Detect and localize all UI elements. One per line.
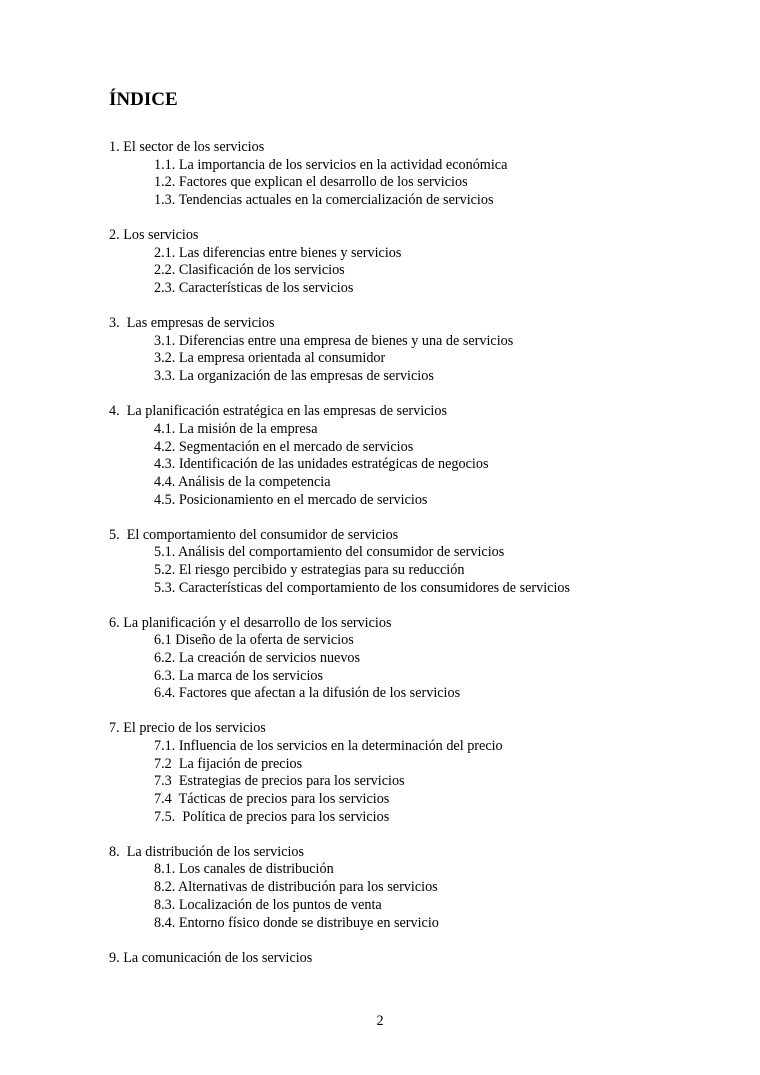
toc-section — [109, 403, 729, 509]
toc-subsection-item: 6.4. Factores que afectan a la difusión de los servicios — [154, 685, 461, 702]
toc-chapter-heading: 2. Los servicios — [109, 227, 199, 244]
toc-subsection-item: 8.4. Entorno físico donde se distribuye en servicio — [154, 914, 439, 931]
toc-subsection-item: 7.3 Estrategias de precios para los servicios — [154, 773, 405, 790]
toc-subsection-item: 6.2. La creación de servicios nuevos — [154, 649, 361, 666]
toc-section — [109, 315, 729, 386]
page-number: 2 — [376, 1013, 384, 1029]
toc-subsection-item: 1.3. Tendencias actuales en la comercialización de servicios — [154, 192, 494, 209]
toc-subsection-item: 7.1. Influencia de los servicios en la determinación del precio — [154, 738, 503, 755]
toc-subsection-item: 8.1. Los canales de distribución — [154, 861, 334, 878]
page-title: ÍNDICE — [109, 89, 178, 110]
toc-section — [109, 227, 729, 298]
toc-subsection-item: 6.3. La marca de los servicios — [154, 667, 324, 684]
toc-subsection-item: 8.3. Localización de los puntos de venta — [154, 896, 382, 913]
toc-subsection-item: 7.2 La fijación de precios — [154, 755, 303, 772]
toc-subsection-item: 4.2. Segmentación en el mercado de servicios — [154, 438, 414, 455]
toc-subsection-item: 2.2. Clasificación de los servicios — [154, 262, 345, 279]
toc-chapter-heading: 9. La comunicación de los servicios — [109, 949, 313, 966]
toc-subsection-item: 4.4. Análisis de la competencia — [154, 473, 331, 490]
toc-chapter-heading: 6. La planificación y el desarrollo de los servicios — [109, 614, 392, 631]
toc-subsection-item: 7.5. Política de precios para los servicios — [154, 808, 390, 825]
toc-chapter-heading: 8. La distribución de los servicios — [109, 843, 305, 860]
toc-chapter-heading: 7. El precio de los servicios — [109, 720, 266, 737]
toc-subsection-item: 3.1. Diferencias entre una empresa de bienes y una de servicios — [154, 332, 514, 349]
toc-chapter-heading: 4. La planificación estratégica en las empresas de servicios — [109, 403, 447, 420]
toc-subsection-item: 6.1 Diseño de la oferta de servicios — [154, 632, 354, 649]
toc-subsection-item: 8.2. Alternativas de distribución para los servicios — [154, 879, 438, 896]
toc-section — [109, 844, 729, 932]
toc-subsection-item: 5.1. Análisis del comportamiento del consumidor de servicios — [154, 544, 505, 561]
toc-chapter-heading: 3. Las empresas de servicios — [109, 315, 275, 332]
toc-subsection-item: 5.2. El riesgo percibido y estrategias para su reducción — [154, 561, 465, 578]
toc-section — [109, 720, 729, 826]
toc-section — [109, 615, 729, 703]
toc-chapter-heading: 5. El comportamiento del consumidor de servicios — [109, 526, 399, 543]
toc-subsection-item: 2.3. Características de los servicios — [154, 280, 354, 297]
toc-subsection-item: 2.1. Las diferencias entre bienes y servicios — [154, 244, 402, 261]
table-of-contents — [109, 139, 729, 984]
toc-subsection-item: 1.2. Factores que explican el desarrollo de los servicios — [154, 174, 468, 191]
toc-section — [109, 950, 729, 968]
toc-subsection-item: 4.5. Posicionamiento en el mercado de servicios — [154, 491, 428, 508]
toc-subsection-item: 1.1. La importancia de los servicios en la actividad económica — [154, 156, 508, 173]
toc-subsection-item: 5.3. Características del comportamiento de los consumidores de servicios — [154, 579, 571, 596]
toc-subsection-item: 7.4 Tácticas de precios para los servicios — [154, 791, 390, 808]
toc-subsection-item: 4.3. Identificación de las unidades estratégicas de negocios — [154, 456, 489, 473]
toc-subsection-item: 4.1. La misión de la empresa — [154, 420, 318, 437]
toc-subsection-item: 3.2. La empresa orientada al consumidor — [154, 350, 386, 367]
toc-section — [109, 139, 729, 210]
toc-section — [109, 527, 729, 598]
toc-chapter-heading: 1. El sector de los servicios — [109, 139, 265, 155]
toc-subsection-item: 3.3. La organización de las empresas de servicios — [154, 368, 434, 385]
